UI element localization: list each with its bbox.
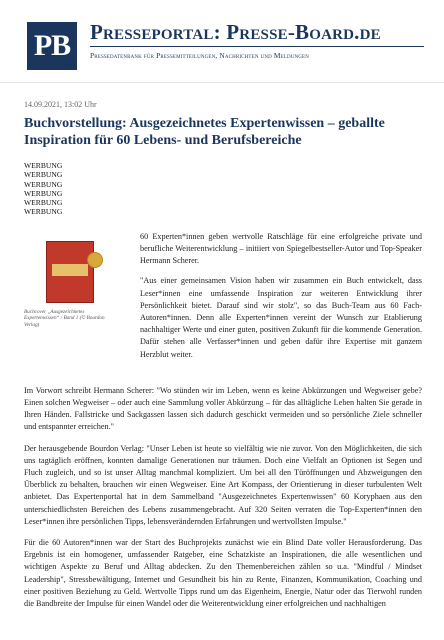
book-cover-band: [52, 264, 88, 276]
award-seal-icon: [87, 252, 103, 268]
ad-label: WERBUNG: [24, 179, 63, 189]
article-title: Buchvorstellung: Ausgezeichnetes Expertenwissen – geballte Inspiration für 60 Lebens- und Berufsbereiche: [24, 116, 385, 148]
image-caption: Buchcover „Ausgezeichnetes Expertenwissen“ / Band 1 (© Bourdon Verlag): [24, 308, 105, 328]
article-paragraph: Der herausgebende Bourdon Verlag: "Unser Leben ist heute so vielfältig wie nie zuvor. Von den Möglichkeiten, die sich uns tagtäglich eröffnen, konnten damalige Generationen nur träumen. Doch eine Vielfalt an Optionen ist Segen und Fluch zugleich, und so ist unser Alltag manchmal kompliziert. Um bei all den Türöffnungen und Abzweigungen den Überblick zu behalten, brauchen wir einen Wegweiser. Eine Art Kompass, der Orientierung in dieser turbulenten Welt anbietet. Das Expertenportal hat in dem Sammelband "Ausgezeichnetes Expertenwissen" 60 Koryphaen aus den unterschiedlichsten Bereichen des Lebens zusammengebracht. Auf 320 Seiten verraten die Top-Experten*innen den Leser*innen ihre persönlichen Tipps, lebensverändernden Erfahrungen und wertvollsten Impulse.": [24, 443, 422, 526]
ad-label: WERBUNG: [24, 161, 63, 170]
article: [24, 100, 422, 610]
ad-label: WERBUNG: [24, 198, 63, 208]
book-cover-image[interactable]: [46, 241, 94, 303]
site-tagline: Pressedatenbank für Pressemitteilungen, Nachrichten und Meldungen: [90, 51, 310, 60]
header-rule: [90, 46, 424, 47]
site-logo[interactable]: PB: [27, 22, 77, 70]
site-name[interactable]: Presseportal: Presse-Board.de: [90, 20, 381, 44]
site-header: [0, 0, 444, 83]
ad-label: WERBUNG: [24, 188, 63, 198]
ad-label: WERBUNG: [24, 207, 63, 217]
article-paragraph: "Aus einer gemeinsamen Vision haben wir zusammen ein Buch entwickelt, dass Leser*innen eine umfassende Inspiration zur weiteren Entwicklung ihrer Persönlichkeit bietet. Darauf sind wir stolz", so das Buch-Team aus 60 Fach-Autoren*innen. Denn alle Experten*innen vereint der Wunsch zur Etablierung nachhaltiger Werte und einer guten, positiven Zukunft für die kommende Generation. Dafür stehen alle Verfasser*innen und geben dafür ihre Expertise mit ganzem Herzblut weiter.: [140, 276, 422, 359]
article-intro: [24, 231, 422, 376]
ad-label: WERBUNG: [24, 170, 63, 180]
article-paragraph: Im Vorwort schreibt Hermann Scherer: "Wo stünden wir im Leben, wenn es keine Abkürzungen und Wegweiser gebe? Einen solchen Wegweiser – oder auch eine Sammlung voller Abkürzung – für das alltägliche Leben halten Sie gerade in Ihren Händen. Fallstricke und Sackgassen lassen sich dadurch geschickt vermeiden und so persönliche Ziele schneller und entspannter erreichen.": [24, 385, 422, 432]
book-cover-figure[interactable]: [24, 241, 114, 328]
intro-text: [140, 231, 422, 361]
article-date: 14.09.2021, 13:02 Uhr: [24, 100, 97, 109]
article-paragraph: Für die 60 Autoren*innen war der Start des Buchprojekts zunächst wie ein Blind Date voller Herausforderung. Das Ergebnis ist ein homogener, umfassender Ratgeber, eine Schatzkiste an Inspirationen, die alle wesentlichen und wichtigen Aspekte zu Beruf und Alltag abdecken. Zu den Themenbereichen zählen so u.a. "Mindful / Mindset Leadership", Stressbewältigung, Internet und Gesundheit bis hin zu Rente, Finanzen, Kommunikation, Coaching und einer positiven Beziehung zu Geld. Wertvolle Tipps rund um das Eigenheim, Energie, Natur oder das Tierwohl runden die Bandbreite der Impulse für einen Wandel oder die Weiterentwicklung einer erfolgreichen und nachhaltigen: [24, 538, 422, 609]
ad-label-list: [24, 161, 422, 217]
article-paragraph: 60 Experten*innen geben wertvolle Ratschläge für eine erfolgreiche private und berufliche Weiterentwicklung – initiiert von Spiegelbestseller-Autor und Top-Speaker Hermann Scherer.: [140, 231, 422, 266]
